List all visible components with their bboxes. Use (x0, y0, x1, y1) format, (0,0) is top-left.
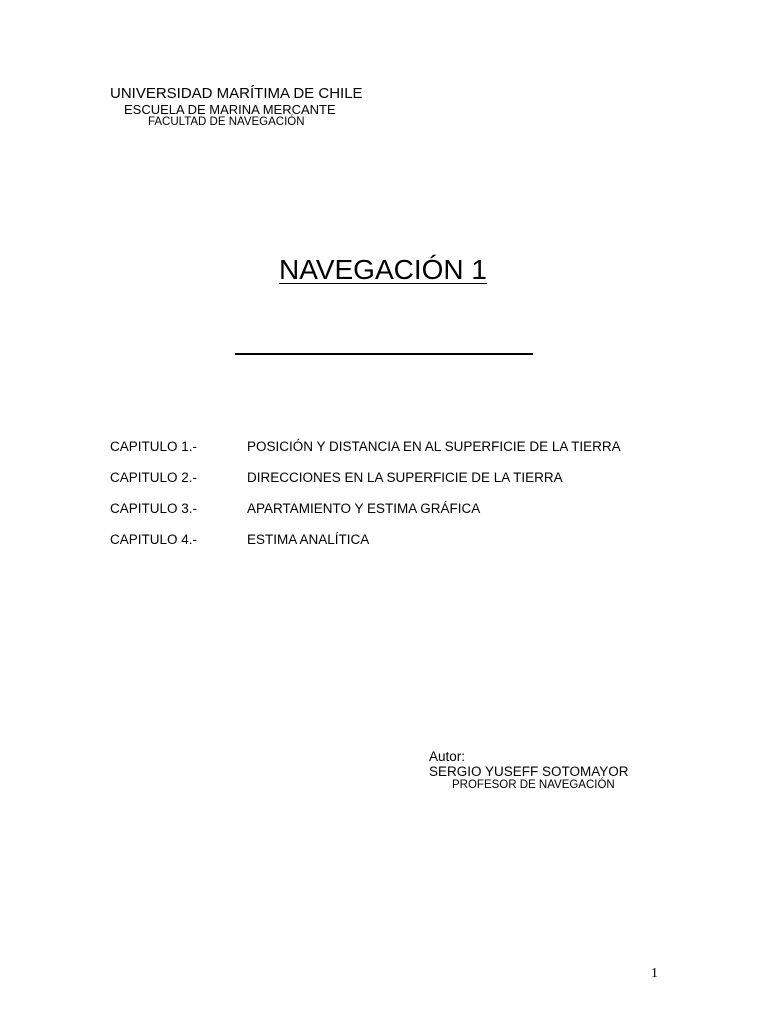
faculty-name: FACULTAD DE NAVEGACIÓN (148, 116, 305, 128)
author-role: PROFESOR DE NAVEGACIÓN (452, 779, 615, 791)
chapter-number: CAPITULO 1.- (110, 439, 198, 454)
chapter-title: ESTIMA ANALÍTICA (247, 532, 370, 547)
author-name: SERGIO YUSEFF SOTOMAYOR (429, 764, 629, 779)
chapter-title: APARTAMIENTO Y ESTIMA GRÁFICA (247, 501, 481, 516)
chapter-number: CAPITULO 3.- (110, 501, 198, 516)
author-label: Autor: (429, 749, 466, 764)
page-number: 1 (651, 966, 658, 981)
chapter-title: POSICIÓN Y DISTANCIA EN AL SUPERFICIE DE LA TIERRA (247, 439, 621, 454)
university-name: UNIVERSIDAD MARÍTIMA DE CHILE (110, 85, 363, 102)
document-title: NAVEGACIÓN 1 (279, 254, 487, 285)
chapter-number: CAPITULO 4.- (110, 532, 198, 547)
school-name: ESCUELA DE MARINA MERCANTE (124, 102, 336, 117)
horizontal-rule (235, 353, 533, 355)
chapter-number: CAPITULO 2.- (110, 470, 198, 485)
chapter-title: DIRECCIONES EN LA SUPERFICIE DE LA TIERRA (247, 470, 563, 485)
